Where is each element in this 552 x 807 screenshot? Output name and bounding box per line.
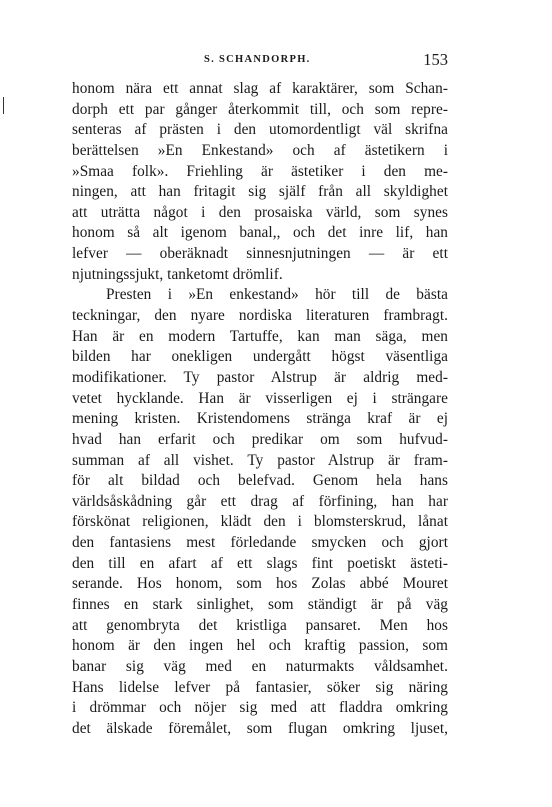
text-line: serande. Hos honom, som hos Zolas abbé Mouret [72,575,448,593]
text-line: Han är en modern Tartuffe, kan man säga, men [72,327,448,345]
text-line: bilden har onekligen undergått högst väsentliga [72,348,448,366]
text-line: teckningar, den nyare nordiska literaturen frambragt. [72,307,448,325]
text-line: hvad han erfarit och predikar om som hufvud- [72,430,448,448]
text-line: finnes en stark sinlighet, som ständigt är på väg [72,596,448,614]
text-line: honom så alt igenom banal,, och det inre lif, han [72,224,448,242]
text-line: banar sig väg med en naturmakts våldsamhet. [72,657,448,675]
text-line: honom nära ett annat slag af karaktärer, som Schan- [72,80,448,97]
text-line: summan af all vishet. Ty pastor Alstrup är fram- [72,451,448,469]
running-title: S. SCHANDORPH. [204,54,311,65]
text-line: »Smaa folk». Friehling är ästetiker i den me- [72,162,448,180]
margin-mark [3,97,4,114]
page-number: 153 [423,50,448,69]
body-text [72,79,448,740]
paragraph-end-line: njutningssjukt, tanketomt drömlif. [72,265,283,283]
text-line: vetet hycklande. Han är visserligen ej i strängare [72,389,448,407]
text-line: senteras af prästen i den utomordentligt väl skrifna [72,121,448,139]
paragraph-first-line: Presten i »En enkestand» hör till de bästa [106,286,448,304]
text-line: i drömmar och nöjer sig med att fladdra omkring [72,699,448,717]
text-line: att uträtta något i den prosaiska värld, som synes [72,203,448,221]
text-line: modifikationer. Ty pastor Alstrup är aldrig med- [72,368,448,386]
text-line: honom är den ingen hel och kraftig passion, som [72,637,448,655]
text-line: den till en afart af ett slags fint poetiskt ästeti- [72,554,448,572]
running-head [72,50,448,72]
text-line: att genombryta det kristliga pansaret. Men hos [72,616,448,634]
text-line: det älskade föremålet, som flugan omkring ljuset, [72,719,448,737]
text-line: dorph ett par gånger återkommit till, och som repre- [72,100,448,118]
text-line: den fantasiens mest förledande smycken och gjort [72,534,448,552]
text-line: världsåskådning går ett drag af förfining, han har [72,492,448,510]
text-line: mening kristen. Kristendomens stränga kraf är ej [72,410,448,428]
text-line: berättelsen »En Enkestand» och af ästetikern i [72,141,448,159]
text-line: lefver — oberäknadt sinnesnjutningen — är ett [72,245,448,263]
text-line: ningen, att han fritagit sig själf från all skyldighet [72,183,448,201]
text-line: förskönat religionen, klädt den i blomsterskrud, lånat [72,513,448,531]
text-line: för alt bildad och belefvad. Genom hela hans [72,472,448,490]
text-line: Hans lidelse lefver på fantasier, söker sig näring [72,678,448,696]
